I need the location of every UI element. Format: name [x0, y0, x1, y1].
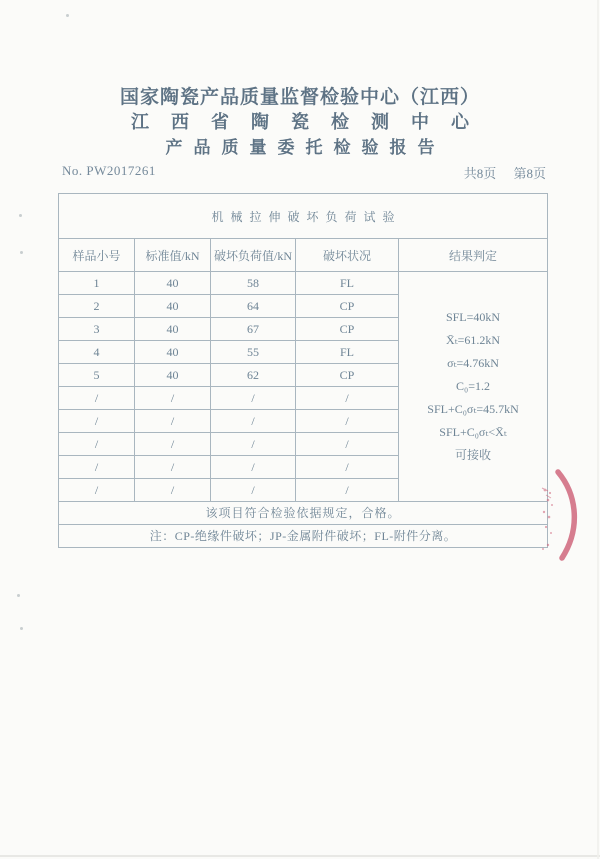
- cell: 67: [211, 318, 296, 341]
- cell: /: [296, 387, 399, 410]
- result-line: SFL+C₀σₜ=45.7kN: [427, 402, 519, 416]
- cell: /: [59, 456, 135, 479]
- result-line: SFL=40kN: [445, 310, 501, 324]
- cell: /: [211, 433, 296, 456]
- cell: /: [296, 433, 399, 456]
- col-header-breaking-condition: 破坏状况: [296, 239, 399, 272]
- result-judgement-cell: [399, 272, 548, 502]
- cell: CP: [296, 295, 399, 318]
- scan-speck: [20, 627, 23, 630]
- cell: /: [59, 387, 135, 410]
- cell: 40: [135, 272, 211, 295]
- col-header-result: 结果判定: [399, 239, 548, 272]
- cell: FL: [296, 272, 399, 295]
- org-title-line2-text: 江西省陶瓷检测中心: [131, 112, 491, 132]
- org-title-line1: 国家陶瓷产品质量监督检验中心（江西）: [119, 87, 480, 108]
- cell: /: [135, 433, 211, 456]
- cell: /: [59, 479, 135, 502]
- result-line: C₀=1.2: [456, 379, 490, 393]
- cell: CP: [296, 364, 399, 387]
- page-bottom-edge: [0, 855, 600, 857]
- cell: /: [296, 410, 399, 433]
- cell: 62: [211, 364, 296, 387]
- col-header-standard-value: 标准值/kN: [135, 239, 211, 272]
- cell: /: [296, 479, 399, 502]
- seal-faded-marks: [542, 488, 553, 550]
- page-indicator: [450, 163, 546, 182]
- scan-speck: [20, 251, 23, 254]
- cell: /: [59, 433, 135, 456]
- page-right-edge: [597, 0, 599, 859]
- cell: 2: [59, 295, 135, 318]
- cell: /: [211, 456, 296, 479]
- conclusion-remark: 该项目符合检验依据规定，合格。: [59, 502, 548, 525]
- red-seal-stamp-partial: [538, 458, 598, 570]
- cell: 4: [59, 341, 135, 364]
- meta-row: [62, 163, 546, 181]
- cell: 40: [135, 295, 211, 318]
- report-title-text: 产品质量委托检验报告: [165, 138, 446, 157]
- test-results-table: [58, 193, 548, 548]
- cell: /: [135, 410, 211, 433]
- cell: 64: [211, 295, 296, 318]
- cell: CP: [296, 318, 399, 341]
- cell: 58: [211, 272, 296, 295]
- col-header-sample-no: 样品小号: [59, 239, 135, 272]
- cell: 40: [135, 341, 211, 364]
- cell: 5: [59, 364, 135, 387]
- report-number: No. PW2017261: [62, 163, 156, 178]
- cell: FL: [296, 341, 399, 364]
- seal-arc: [558, 472, 574, 558]
- cell: /: [296, 456, 399, 479]
- cell: /: [211, 479, 296, 502]
- cell: 55: [211, 341, 296, 364]
- scan-speck: [66, 14, 69, 17]
- page-current: 第8页: [513, 166, 546, 181]
- cell: 3: [59, 318, 135, 341]
- pages-total: 共8页: [463, 166, 497, 181]
- cell: /: [135, 387, 211, 410]
- table-row: [59, 272, 548, 295]
- cell: /: [135, 479, 211, 502]
- scan-speck: [19, 214, 22, 217]
- note-row: [59, 525, 548, 548]
- cell: /: [211, 387, 296, 410]
- result-line: σₜ=4.76kN: [447, 356, 499, 370]
- result-line: SFL+C₀σₜ<X̄ₜ: [439, 425, 507, 439]
- result-line: 可接收: [455, 448, 492, 462]
- org-title-line2: [0, 108, 600, 134]
- table-title: 机械拉伸破坏负荷试验: [59, 194, 548, 239]
- cell: /: [135, 456, 211, 479]
- remark-row: [59, 502, 548, 525]
- result-line: X̄ₜ=61.2kN: [445, 333, 501, 347]
- table-header-row: [59, 239, 548, 272]
- cell: /: [59, 410, 135, 433]
- cell: 40: [135, 318, 211, 341]
- table-title-row: [59, 194, 548, 239]
- report-title: [0, 133, 600, 158]
- cell: /: [211, 410, 296, 433]
- scan-speck: [17, 594, 20, 597]
- col-header-breaking-load: 破坏负荷值/kN: [211, 239, 296, 272]
- cell: 40: [135, 364, 211, 387]
- cell: 1: [59, 272, 135, 295]
- abbreviation-note: 注：CP-绝缘件破坏；JP-金属附件破坏；FL-附件分离。: [59, 525, 548, 548]
